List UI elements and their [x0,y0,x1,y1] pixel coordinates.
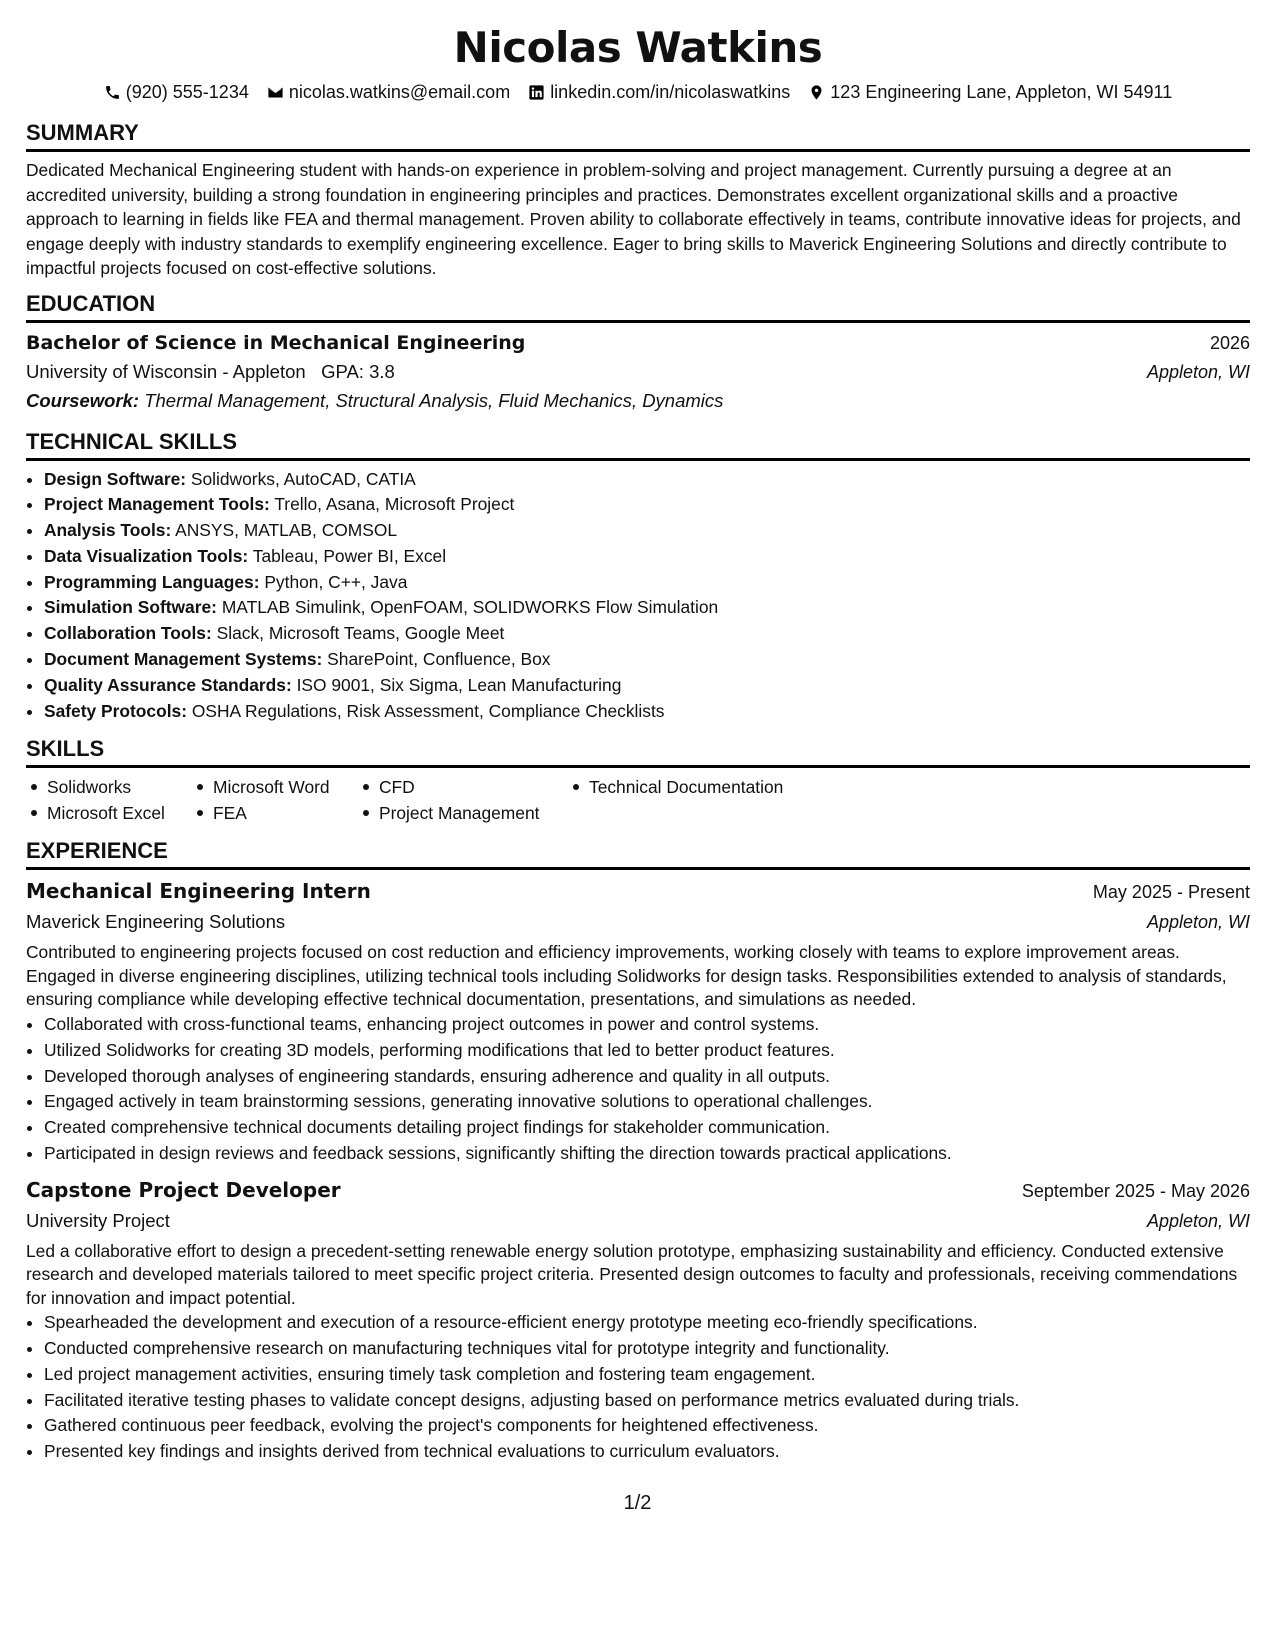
job-location: Appleton, WI [1146,1210,1250,1231]
list-item [44,647,1250,673]
job-location: Appleton, WI [1146,912,1250,933]
list-item: • Led project management activities, ensuring timely task completion and fostering team engagement. [44,1362,1250,1388]
degree-title: Bachelor of Science in Mechanical Engineering [26,331,526,354]
envelope-icon [267,84,284,101]
job-bullets [26,1012,1250,1167]
job-dates: September 2025 - May 2026 [1021,1180,1250,1201]
summary-text: Dedicated Mechanical Engineering student with hands-on experience in problem-solving and project management. Currently pursuing a degree at an accredited university, building a strong foundation in engineering principles and practices. Demonstrates excellent organizational skills and a proactive approach to learning in fields like FEA and thermal management. Proven ability to collaborate effectively in teams, contribute innovative ideas for projects, and engage deeply with industry standards to exemplify engineering excellence. Eager to bring skills to Maverick Engineering Solutions and directly contribute to impactful projects focused on cost-effective solutions. [26,160,1241,278]
job-entry [26,876,1250,1166]
skill-value: OSHA Regulations, Risk Assessment, Compliance Checklists [191,700,665,721]
skill-label: Collaboration Tools: [44,623,212,644]
job-dates: May 2025 - Present [1092,882,1250,903]
map-pin-icon [808,84,825,101]
list-item [44,518,1250,544]
graduation-year: 2026 [1209,332,1250,353]
skill-item: Microsoft Excel [26,800,192,826]
skill-item: Technical Documentation [568,774,868,800]
contact-linkedin[interactable] [528,80,790,104]
list-item [44,595,1250,621]
section-title-education: EDUCATION [26,291,1250,323]
email-text: nicolas.watkins@email.com [288,82,511,102]
list-item [44,467,1250,493]
list-item: • Created comprehensive technical documents detailing project findings for stakeholder communication. [44,1115,1250,1141]
list-item: • Utilized Solidworks for creating 3D models, performing modifications that led to better product features. [44,1038,1250,1064]
list-item: • Conducted comprehensive research on manufacturing techniques vital for prototype integrity and functionality. [44,1336,1250,1362]
skill-label: Data Visualization Tools: [44,545,249,566]
list-item: • Facilitated iterative testing phases to validate concept designs, adjusting based on performance metrics evaluated during trials. [44,1388,1250,1414]
skill-value: ISO 9001, Six Sigma, Lean Manufacturing [296,674,622,695]
contact-address [808,80,1172,104]
skill-item: Project Management [358,800,568,826]
coursework-list: Thermal Management, Structural Analysis, Fluid Mechanics, Dynamics [144,389,724,411]
linkedin-text: linkedin.com/in/nicolaswatkins [550,82,791,102]
gpa: GPA: 3.8 [321,360,395,382]
phone-icon [104,84,121,101]
page-number: 1/2 [623,1492,652,1514]
skill-label: Project Management Tools: [44,494,270,515]
skill-value: MATLAB Simulink, OpenFOAM, SOLIDWORKS Flow Simulation [221,597,719,618]
section-title-summary: SUMMARY [26,120,1250,152]
skill-value: Solidworks, AutoCAD, CATIA [190,468,416,489]
job-entry [26,1175,1250,1465]
list-item: • Collaborated with cross-functional teams, enhancing project outcomes in power and control systems. [44,1012,1250,1038]
candidate-name: Nicolas Watkins [453,23,823,72]
skill-value: Tableau, Power BI, Excel [252,545,447,566]
technical-skills-list [26,467,1250,725]
list-item [44,699,1250,725]
job-org: University Project [26,1209,170,1231]
skill-item: Microsoft Word [192,774,358,800]
school-location: Appleton, WI [1146,361,1250,382]
list-item: • Developed thorough analyses of engineering standards, ensuring adherence and quality in all outputs. [44,1064,1250,1090]
linkedin-icon [528,84,545,101]
education-section [26,291,1250,415]
summary-section [26,120,1250,281]
skill-label: Document Management Systems: [44,649,323,670]
skill-label: Analysis Tools: [44,520,172,541]
skill-value: SharePoint, Confluence, Box [327,649,551,670]
section-title-technical-skills: TECHNICAL SKILLS [26,429,1250,461]
list-item [44,621,1250,647]
job-description: Led a collaborative effort to design a precedent-setting renewable energy solution prototype, emphasizing sustainability and efficiency. Conducted extensive research and developed materials tailored to meet specific project criteria. Presented design outcomes to faculty and professionals, receiving commendations for innovation and impact potential. [26,1240,1238,1308]
list-item: • Participated in design reviews and feedback sessions, significantly shifting the direction towards practical applications. [44,1141,1250,1167]
skill-label: Quality Assurance Standards: [44,674,292,695]
list-item [44,673,1250,699]
skill-value: Trello, Asana, Microsoft Project [274,494,515,515]
technical-skills-section [26,429,1250,725]
skill-label: Simulation Software: [44,597,217,618]
phone-text: (920) 555-1234 [125,82,249,102]
skill-item: Solidworks [26,774,192,800]
list-item: • Presented key findings and insights derived from technical evaluations to curriculum evaluators. [44,1439,1250,1465]
school-line [26,357,395,387]
skill-label: Design Software: [44,468,187,489]
address-text: 123 Engineering Lane, Appleton, WI 54911 [830,82,1173,102]
skill-item: FEA [192,800,358,826]
skill-item: CFD [358,774,568,800]
job-org: Maverick Engineering Solutions [26,911,286,933]
skills-grid [26,774,1250,826]
list-item [44,570,1250,596]
skill-label: Programming Languages: [44,571,260,592]
coursework-label: Coursework: [26,389,140,411]
school-name: University of Wisconsin - Appleton [26,360,306,382]
coursework-line [26,387,1250,415]
contact-email[interactable] [267,80,510,104]
job-title: Mechanical Engineering Intern [26,879,371,904]
resume-page [26,0,1250,1465]
section-title-experience: EXPERIENCE [26,838,1250,870]
job-title: Capstone Project Developer [26,1177,341,1202]
list-item [44,492,1250,518]
skill-value: ANSYS, MATLAB, COMSOL [175,520,398,541]
job-bullets [26,1310,1250,1465]
list-item: • Gathered continuous peer feedback, evolving the project's components for heightened effectiveness. [44,1413,1250,1439]
list-item: • Spearheaded the development and execution of a resource-efficient energy prototype meeting eco-friendly specifications. [44,1310,1250,1336]
skill-value: Slack, Microsoft Teams, Google Meet [216,623,505,644]
list-item: • Engaged actively in team brainstorming sessions, generating innovative solutions to operational challenges. [44,1089,1250,1115]
contact-bar [26,80,1250,104]
skill-value: Python, C++, Java [264,571,408,592]
section-title-skills: SKILLS [26,736,1250,768]
contact-phone[interactable] [104,80,249,104]
skills-section [26,736,1250,826]
list-item [44,544,1250,570]
skill-label: Safety Protocols: [44,700,188,721]
job-description: Contributed to engineering projects focused on cost reduction and efficiency improvements, working closely with teams to explore improvement areas. Engaged in diverse engineering disciplines, utilizing technical tools including Solidworks for design tasks. Responsibilities extended to analysis of standards, ensuring compliance while developing effective technical documentation, presentations, and simulations as needed. [26,942,1227,1010]
experience-section [26,838,1250,1465]
